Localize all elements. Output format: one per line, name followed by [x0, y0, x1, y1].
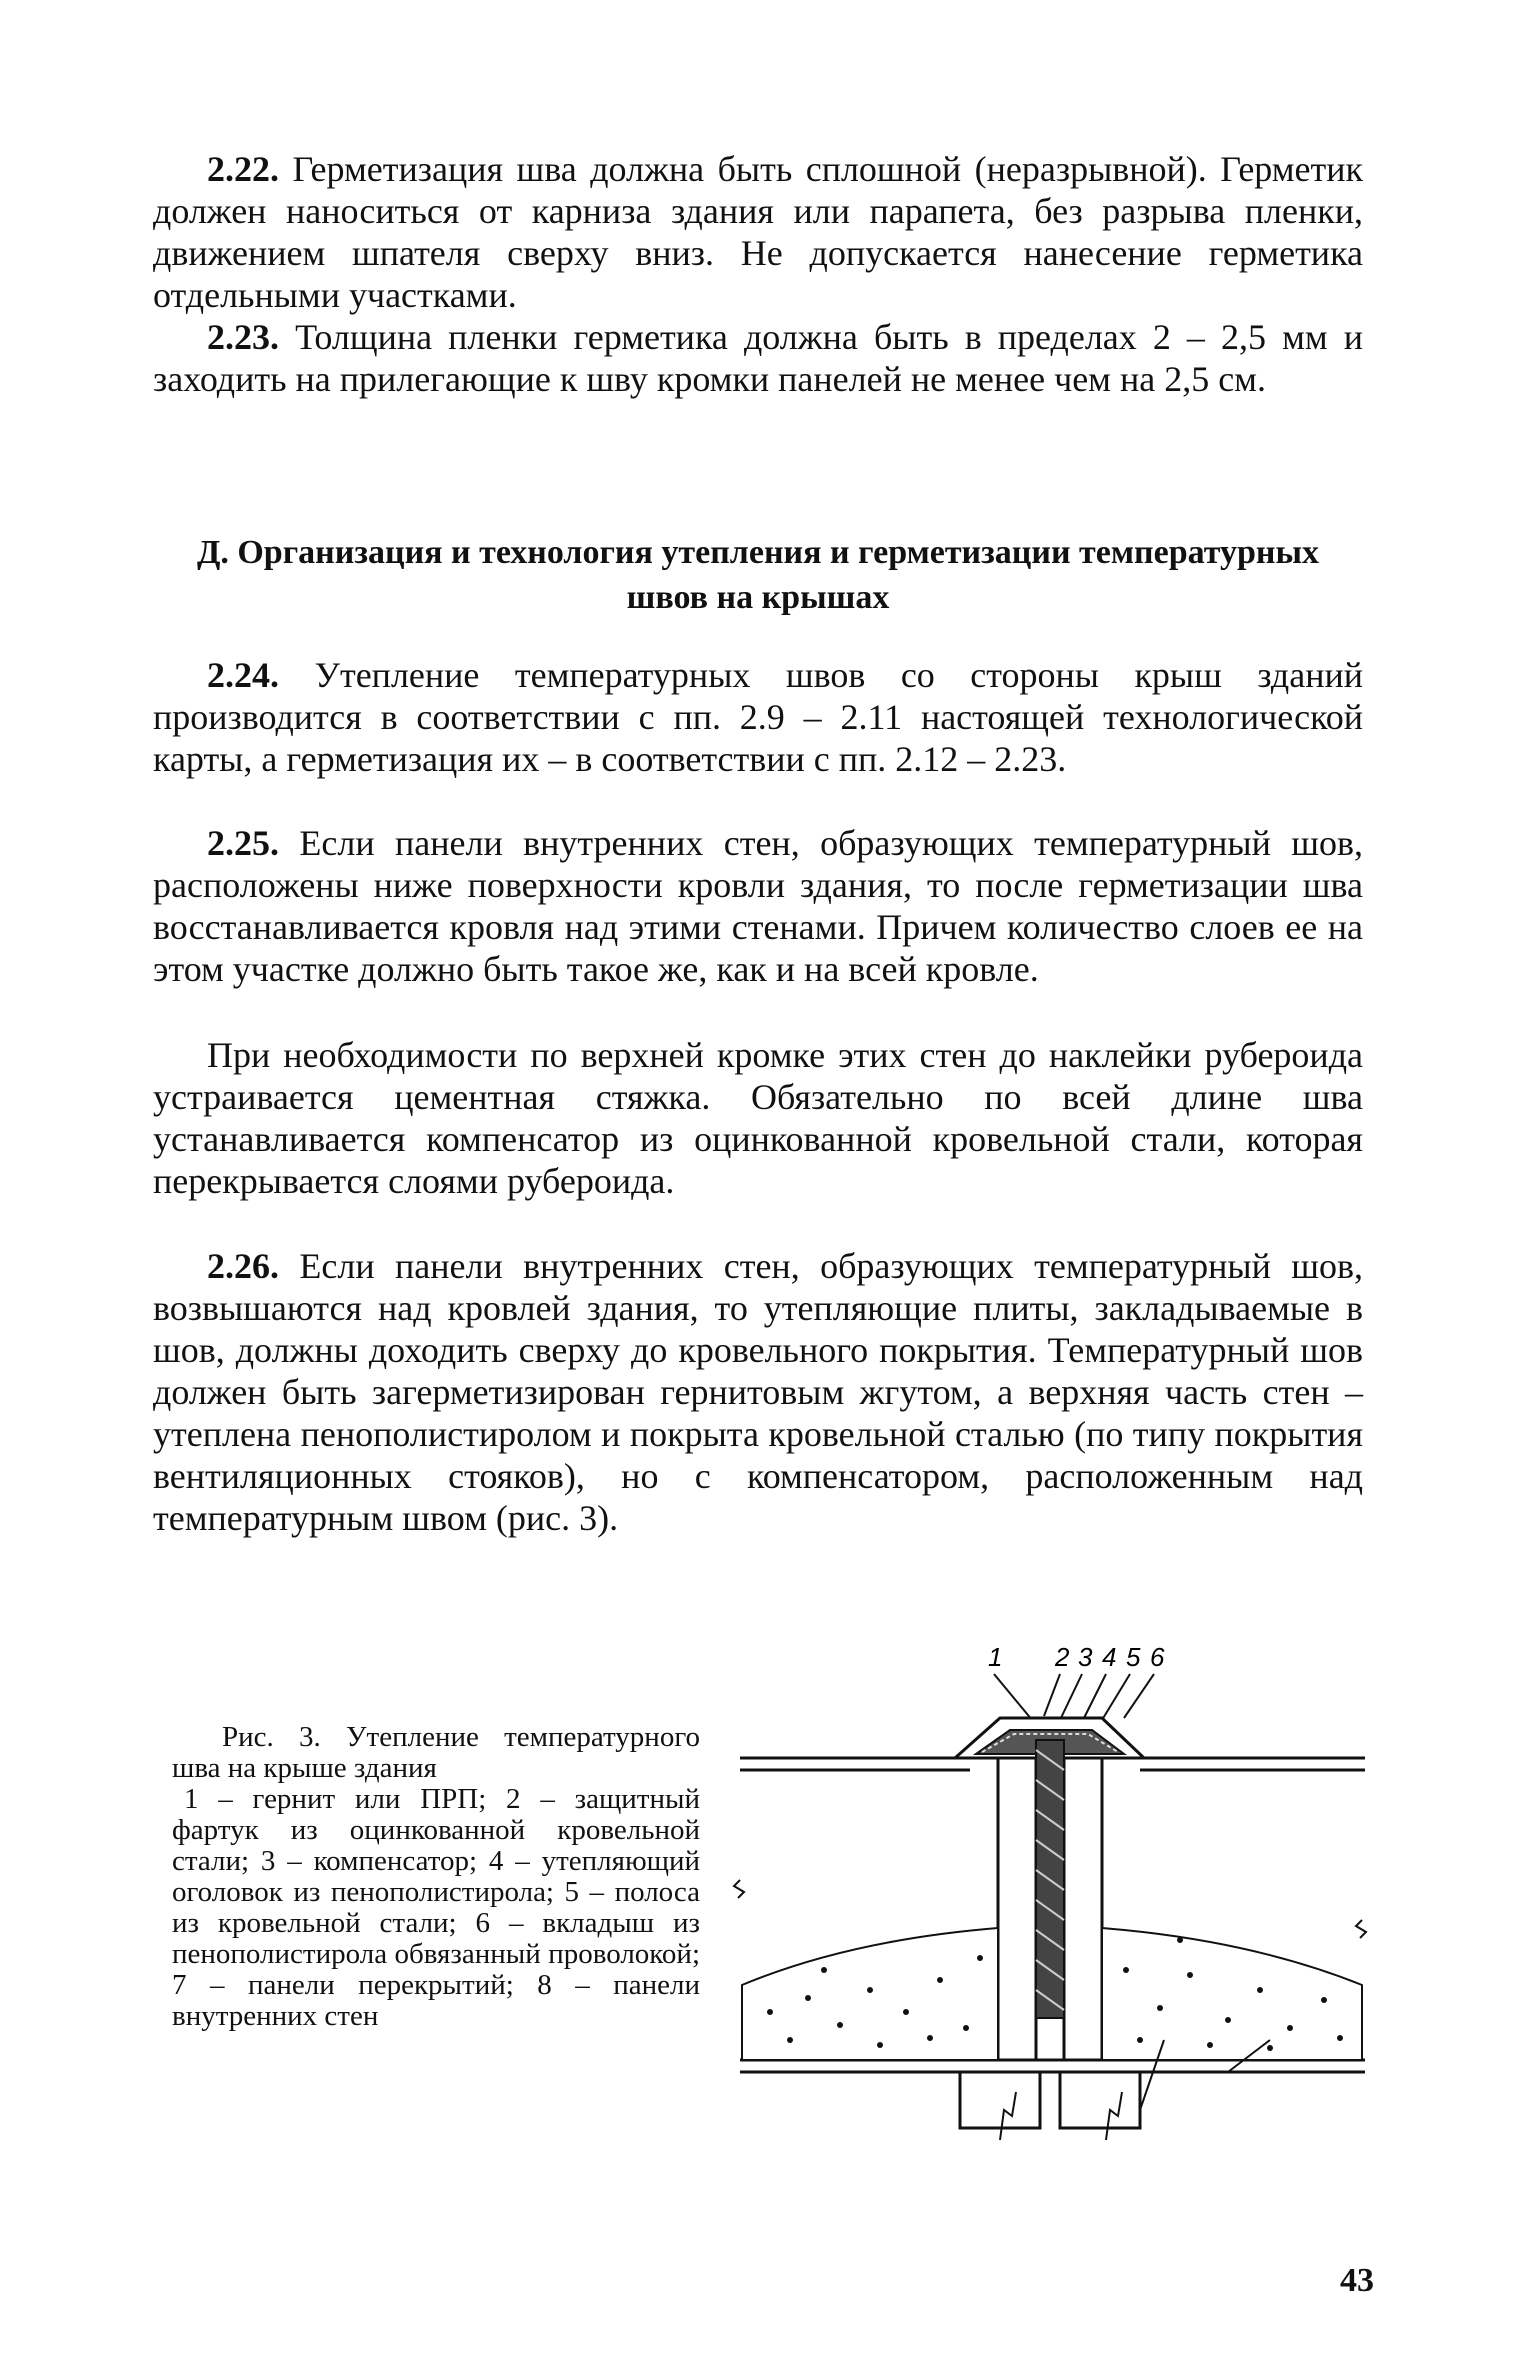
- paragraph-number: 2.22.: [207, 149, 279, 189]
- paragraph-number: 2.23.: [207, 317, 279, 357]
- paragraph-2-22: [153, 148, 1363, 316]
- paragraph-text: Утепление температурных швов со стороны крыш зданий производится в соответствии с пп. 2.9 – 2.11 настоящей технологической карты, а герметизация их – в соответствии с пп. 2.12 – 2.23.: [153, 655, 1363, 779]
- paragraph-2-25: [153, 822, 1363, 990]
- label-3: 3: [1078, 1642, 1093, 1672]
- foam-insert: [1036, 1740, 1064, 2018]
- paragraph-text: При необходимости по верхней кромке этих стен до наклейки рубероида устраивается цементная стяжка. Обязательно по всей длине шва устанавливается компенсатор из оцинкованной кровельной стали, которая перекрывается слоями рубероида.: [153, 1035, 1363, 1201]
- paragraph-text: Толщина пленки герметика должна быть в пределах 2 – 2,5 мм и заходить на прилегающие к шву кромки панелей не менее чем на 2,5 см.: [153, 317, 1363, 399]
- paragraph-text: Если панели внутренних стен, образующих температурный шов, расположены ниже поверхности кровли здания, то после герметизации шва восстанавливается кровля над этими стенами. Причем количество слоев ее на этом участке должно быть такое же, как и на всей кровле.: [153, 823, 1364, 989]
- paragraph-number: 2.24.: [207, 655, 279, 695]
- label-6: 6: [1150, 1642, 1165, 1672]
- paragraph-2-24: [153, 654, 1363, 780]
- label-4: 4: [1102, 1642, 1117, 1672]
- figure-caption-legend: 1 – гернит или ПРП; 2 – защитный фартук из оцинкованной кровельной стали; 3 – компенсатор; 4 – утепляющий оголовок из пенополистирола; 5 – полоса из кровельной стали; 6 – вкладыш из пенополистирола обвязанный проволокой; 7 – панели перекрытий; 8 – панели внутренних стен: [172, 1783, 700, 2032]
- paragraph-number: 2.25.: [207, 823, 279, 863]
- paragraph-number: 2.26.: [207, 1246, 279, 1286]
- page-number: 43: [1340, 2262, 1374, 2299]
- paragraph-continuation: [153, 1034, 1363, 1202]
- figure-caption-title: Рис. 3. Утепление температурного шва на крыше здания: [172, 1721, 700, 1784]
- paragraph-2-23: [153, 316, 1363, 400]
- lower-wall-stubs: [960, 2072, 1140, 2128]
- figure-caption: [172, 1722, 700, 2032]
- label-5: 5: [1126, 1642, 1141, 1672]
- label-2: 2: [1055, 1642, 1070, 1672]
- roof-joint-diagram: [730, 1640, 1370, 2160]
- label-1: 1: [988, 1642, 1003, 1672]
- paragraph-text: Герметизация шва должна быть сплошной (неразрывной). Герметик должен наноситься от карниза здания или парапета, без разрыва пленки, движением шпателя сверху вниз. Не допускается нанесение герметика отдельными участками.: [153, 149, 1364, 315]
- paragraph-text: Если панели внутренних стен, образующих температурный шов, возвышаются над кровлей здания, то утепляющие плиты, закладываемые в шов, должны доходить сверху до кровельного покрытия. Температурный шов должен быть загерметизирован гернитовым жгутом, а верхняя часть стен – утеплена пенополистиролом и покрыта кровельной сталью (по типу покрытия вентиляционных стояков), но с компенсатором, расположенным над температурным швом (рис. 3).: [153, 1246, 1364, 1538]
- section-heading: Д. Организация и технология утепления и герметизации температурных швов на крышах: [196, 534, 1320, 616]
- paragraph-2-26: [153, 1245, 1363, 1539]
